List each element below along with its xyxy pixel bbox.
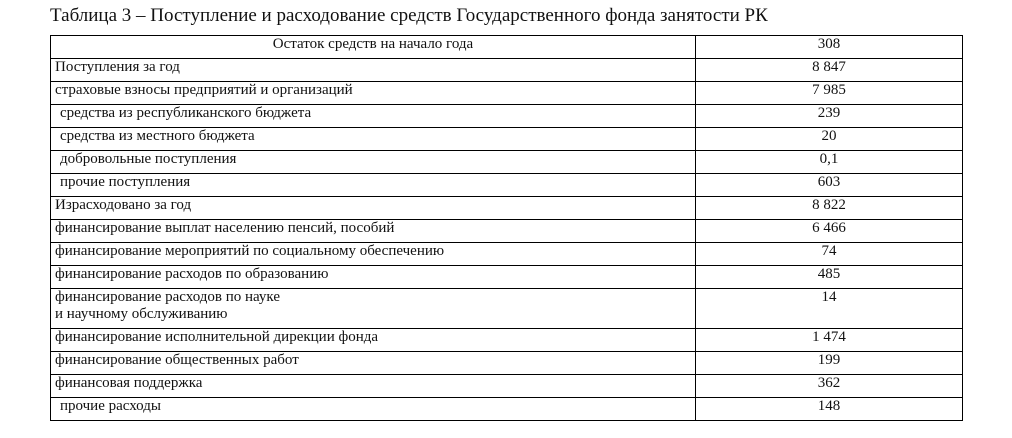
table-row [51,375,963,398]
table-row [51,128,963,151]
row-value: 6 466 [696,220,963,243]
row-value: 20 [696,128,963,151]
row-label: Поступления за год [51,59,696,82]
row-label-line: финансирование расходов по науке [55,289,280,305]
row-label: финансирование исполнительной дирекции фонда [51,329,696,352]
row-label: финансирование выплат населению пенсий, пособий [51,220,696,243]
table-caption: Таблица 3 – Поступление и расходование средств Государственного фонда занятости РК [50,5,768,26]
row-label: средства из местного бюджета [51,128,696,151]
row-value: 603 [696,174,963,197]
table-row [51,105,963,128]
row-label: средства из республиканского бюджета [51,105,696,128]
row-value: 362 [696,375,963,398]
table-row [51,59,963,82]
row-label: прочие расходы [51,398,696,421]
row-value: 14 [696,289,963,329]
row-value: 199 [696,352,963,375]
table-row [51,398,963,421]
row-label [51,289,696,329]
table-row [51,352,963,375]
table-row [51,329,963,352]
row-label: финансовая поддержка [51,375,696,398]
table-row [51,36,963,59]
row-value: 148 [696,398,963,421]
funds-table [50,35,963,421]
table-row [51,151,963,174]
row-label: прочие поступления [51,174,696,197]
row-label: финансирование расходов по образованию [51,266,696,289]
table-row [51,174,963,197]
row-value: 0,1 [696,151,963,174]
row-value: 308 [696,36,963,59]
row-label: Израсходовано за год [51,197,696,220]
row-label: добровольные поступления [51,151,696,174]
row-label-line: и научному обслуживанию [55,306,228,322]
row-label: Остаток средств на начало года [51,36,696,59]
table-row [51,243,963,266]
row-value: 1 474 [696,329,963,352]
table-row [51,197,963,220]
row-value: 8 847 [696,59,963,82]
table-row [51,266,963,289]
row-label: страховые взносы предприятий и организаций [51,82,696,105]
table-row [51,82,963,105]
row-value: 74 [696,243,963,266]
row-value: 7 985 [696,82,963,105]
row-value: 8 822 [696,197,963,220]
row-label: финансирование мероприятий по социальному обеспечению [51,243,696,266]
table-row [51,289,963,329]
row-value: 239 [696,105,963,128]
table-row [51,220,963,243]
row-value: 485 [696,266,963,289]
row-label: финансирование общественных работ [51,352,696,375]
